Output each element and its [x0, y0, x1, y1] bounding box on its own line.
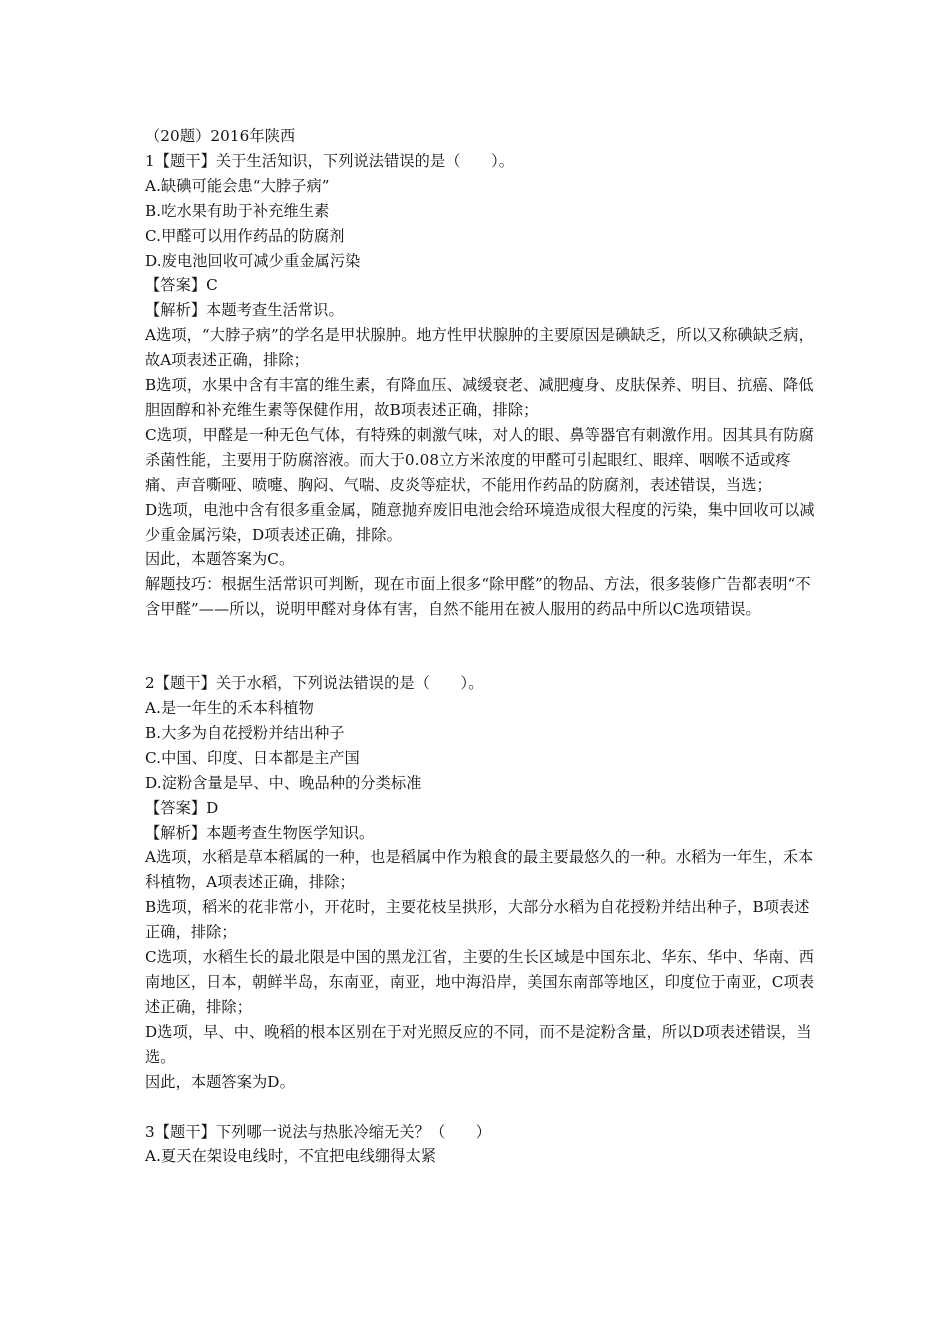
option-b: B.吃水果有助于补充维生素 — [145, 201, 330, 220]
analysis-option-d: D选项，电池中含有很多重金属，随意抛弃废旧电池会给环境造成很大程度的污染，集中回收可以减少重金属污染，D项表述正确，排除。 — [145, 500, 815, 544]
analysis-option-a: A选项，“大脖子病”的学名是甲状腺肿。地方性甲状腺肿的主要原因是碘缺乏，所以又称碘缺乏病，故A项表述正确，排除； — [145, 326, 814, 370]
analysis-option-d: D选项，早、中、晚稻的根本区别在于对光照反应的不同，而不是淀粉含量，所以D项表述错误，当选。 — [145, 1022, 812, 1066]
answer: 【答案】C — [145, 276, 218, 295]
option-c: C.甲醛可以用作药品的防腐剂 — [145, 226, 345, 245]
analysis-intro: 【解析】本题考查生物医学知识。 — [145, 823, 375, 842]
analysis-option-c: C选项，甲醛是一种无色气体，有特殊的刺激气味，对人的眼、鼻等器官有刺激作用。因其具有防腐杀菌性能，主要用于防腐溶液。而大于0.08立方米浓度的甲醛可引起眼红、眼痒、咽喉不适或疼痛、声音嘶哑、喷嚏、胸闷、气喘、皮炎等症状，不能用作药品的防腐剂，表述错误，当选； — [145, 425, 815, 494]
document-body — [145, 124, 817, 1169]
option-a: A.缺碘可能会患“大脖子病” — [145, 176, 330, 195]
analysis-option-a: A选项，水稻是草本稻属的一种，也是稻属中作为粮食的最主要最悠久的一种。水稻为一年生，禾本科植物，A项表述正确，排除； — [145, 848, 814, 892]
option-d: D.淀粉含量是早、中、晚品种的分类标准 — [145, 773, 422, 792]
option-d: D.废电池回收可减少重金属污染 — [145, 251, 361, 270]
spacer — [145, 1095, 817, 1120]
option-b: B.大多为自花授粉并结出种子 — [145, 723, 345, 742]
analysis-option-c: C选项，水稻生长的最北限是中国的黑龙江省，主要的生长区域是中国东北、华东、华中、华南、西南地区，日本，朝鲜半岛，东南亚，南亚，地中海沿岸，美国东南部等地区，印度位于南亚，C项表述正确，排除； — [145, 948, 815, 1016]
question-stem: 3【题干】下列哪一说法与热胀冷缩无关？（ ） — [145, 1122, 492, 1141]
question-2 — [145, 671, 817, 1094]
analysis-tip: 解题技巧：根据生活常识可判断，现在市面上很多“除甲醛”的物品、方法，很多装修广告都表明“不含甲醛”——所以，说明甲醛对身体有害，自然不能用在被人服用的药品中所以C选项错误。 — [145, 575, 811, 619]
analysis-conclusion: 因此，本题答案为D。 — [145, 1072, 295, 1091]
option-c: C.中国、印度、日本都是主产国 — [145, 748, 360, 767]
question-stem: 2【题干】关于水稻，下列说法错误的是（ ）。 — [145, 674, 484, 693]
option-a: A.是一年生的禾本科植物 — [145, 699, 314, 718]
option-a: A.夏天在架设电线时，不宜把电线绷得太紧 — [145, 1147, 437, 1166]
analysis-intro: 【解析】本题考查生活常识。 — [145, 301, 344, 320]
answer: 【答案】D — [145, 798, 219, 817]
spacer — [145, 622, 817, 671]
document-header: （20题）2016年陕西 — [145, 127, 296, 145]
analysis-option-b: B选项，稻米的花非常小，开花时，主要花枝呈拱形，大部分水稻为自花授粉并结出种子，B项表述正确，排除； — [145, 898, 810, 942]
question-stem: 1【题干】关于生活知识，下列说法错误的是（ ）。 — [145, 151, 515, 170]
question-3 — [145, 1120, 817, 1170]
analysis-conclusion: 因此，本题答案为C。 — [145, 550, 295, 569]
question-1 — [145, 149, 817, 622]
analysis-option-b: B选项，水果中含有丰富的维生素，有降血压、减缓衰老、减肥瘦身、皮肤保养、明目、抗癌、降低胆固醇和补充维生素等保健作用，故B项表述正确，排除； — [145, 376, 814, 419]
